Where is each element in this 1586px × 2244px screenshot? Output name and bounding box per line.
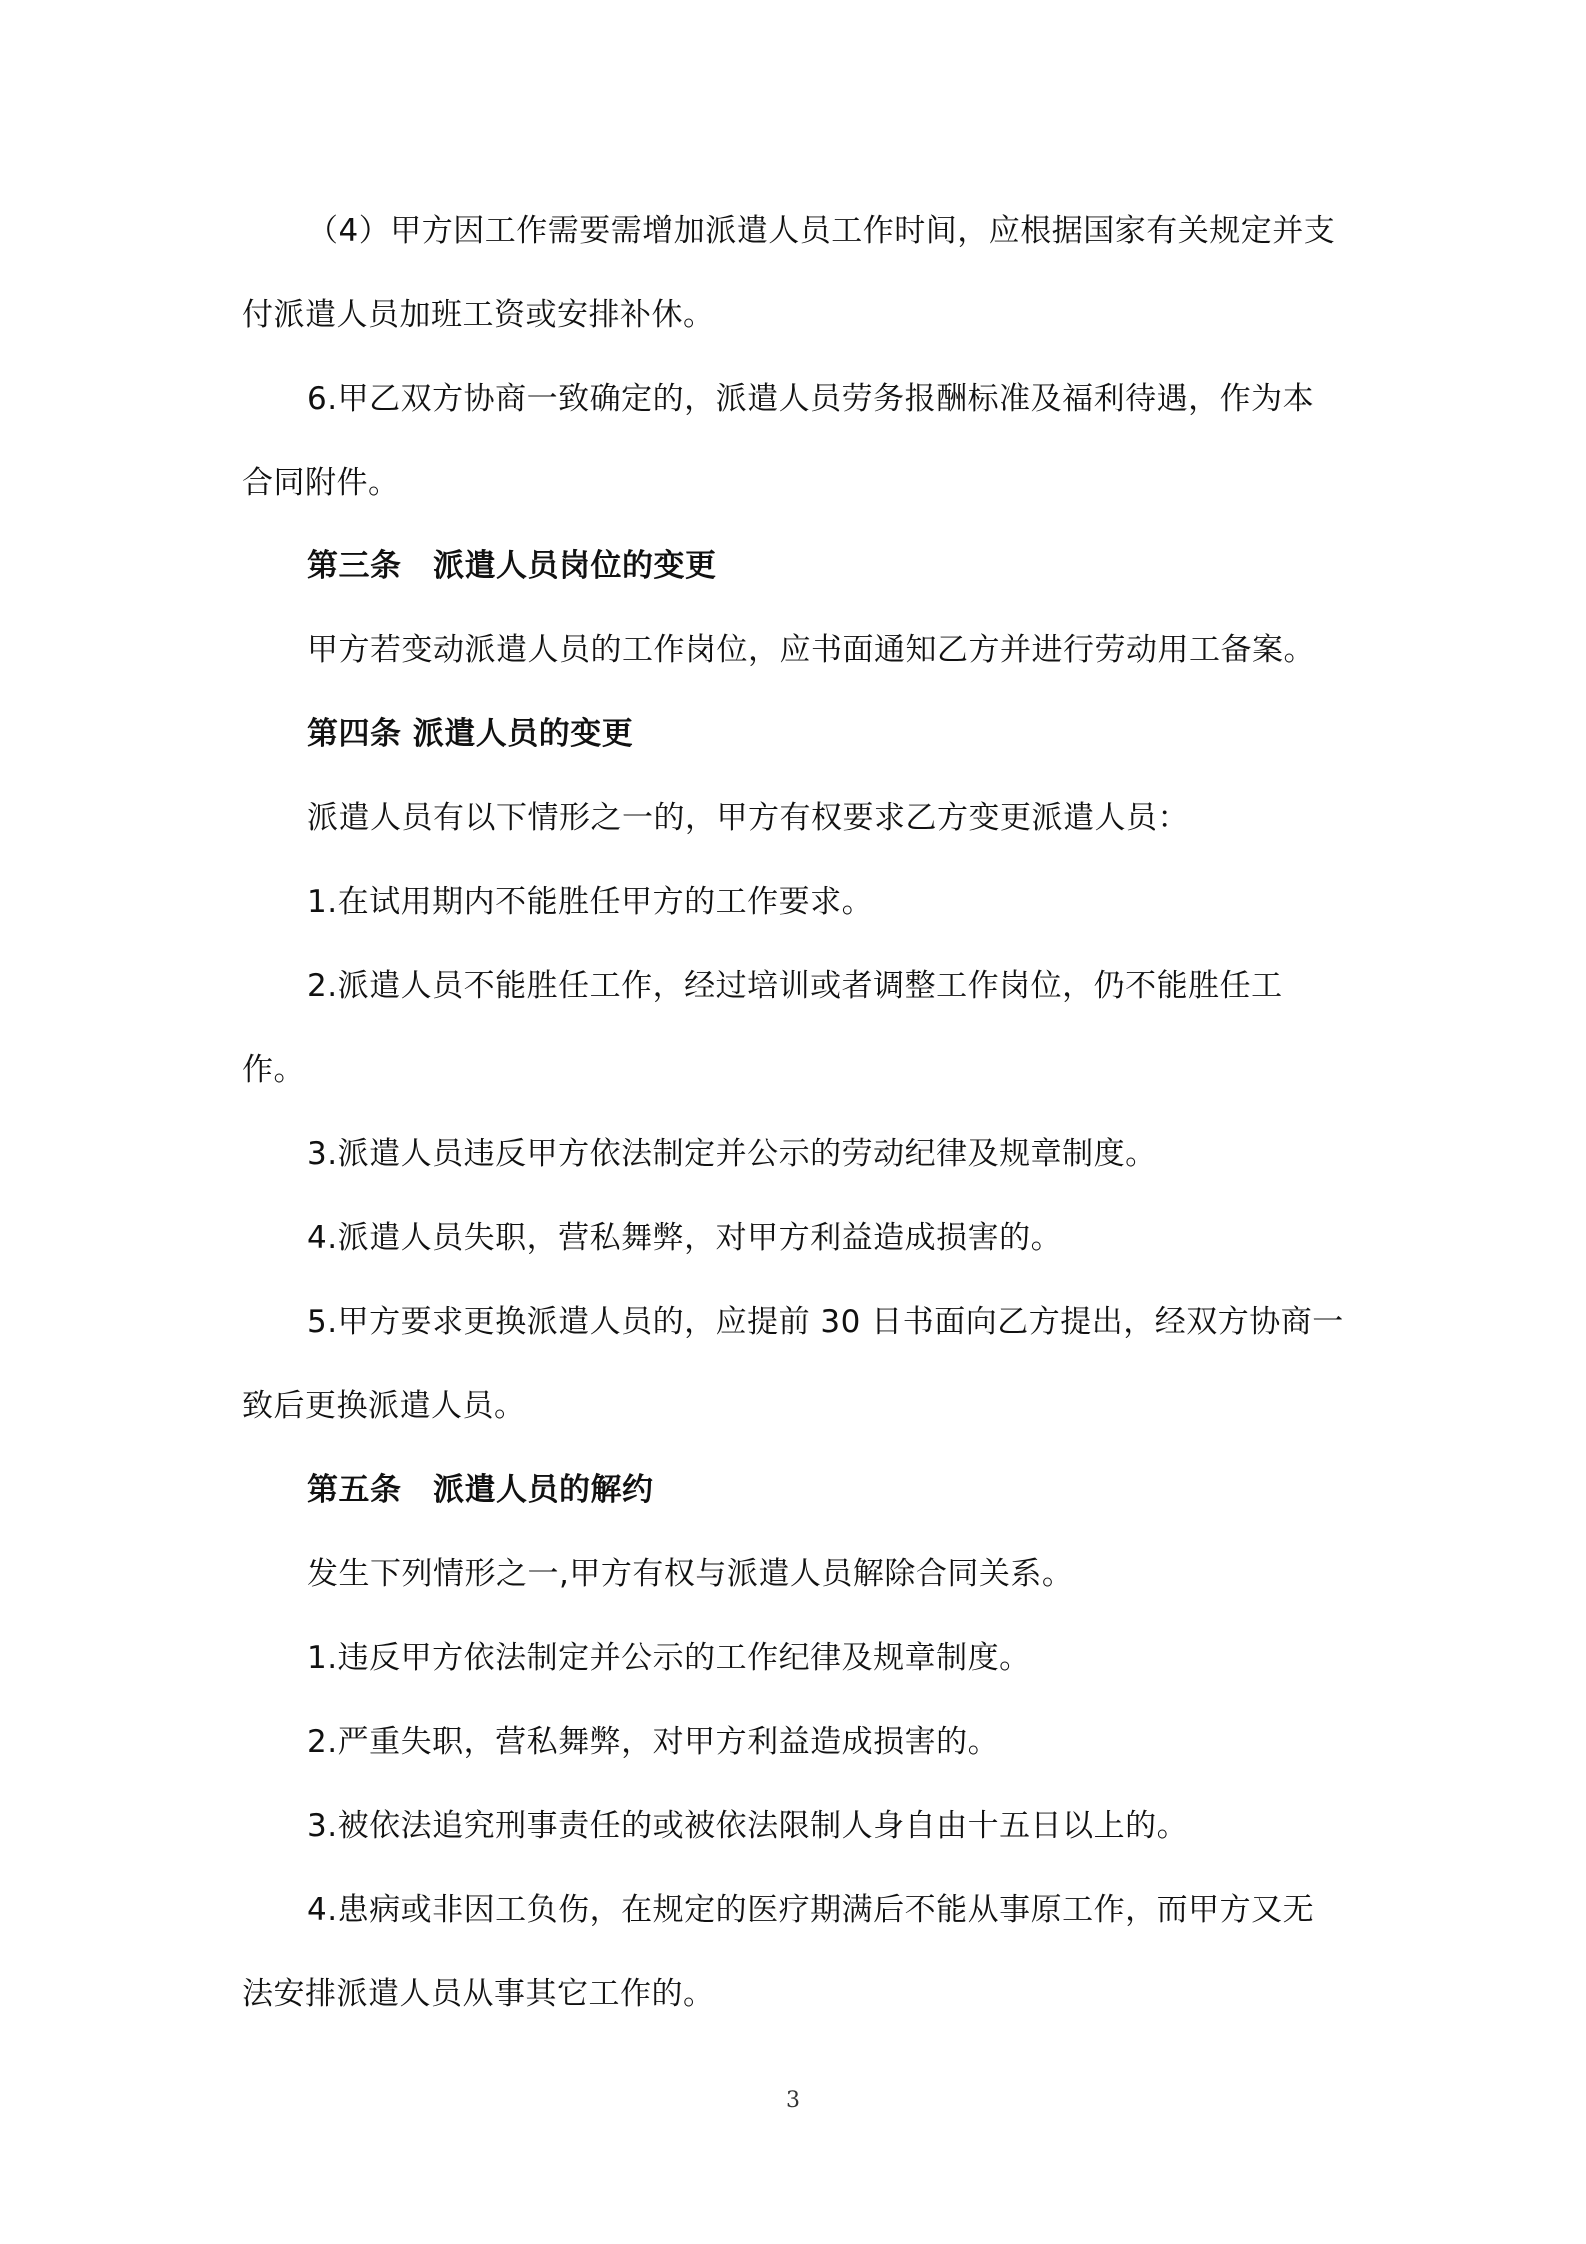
article-5-intro: 发生下列情形之一,甲方有权与派遣人员解除合同关系。 xyxy=(307,1556,1074,1592)
article-5-heading: 第五条 派遣人员的解约 xyxy=(307,1472,654,1508)
article-4-item-5-line-1: 5.甲方要求更换派遣人员的，应提前 30 日书面向乙方提出，经双方协商一 xyxy=(307,1304,1344,1340)
article-3-heading: 第三条 派遣人员岗位的变更 xyxy=(307,548,717,584)
article-3-body: 甲方若变动派遣人员的工作岗位，应书面通知乙方并进行劳动用工备案。 xyxy=(307,632,1315,668)
article-5-item-3: 3.被依法追究刑事责任的或被依法限制人身自由十五日以上的。 xyxy=(307,1808,1189,1844)
article-4-heading: 第四条 派遣人员的变更 xyxy=(307,716,634,752)
paragraph-overtime-line-2: 付派遣人员加班工资或安排补休。 xyxy=(242,297,715,333)
article-5-item-1: 1.违反甲方依法制定并公示的工作纪律及规章制度。 xyxy=(307,1640,1031,1676)
article-4-item-2-line-1: 2.派遣人员不能胜任工作，经过培训或者调整工作岗位，仍不能胜任工 xyxy=(307,968,1283,1004)
paragraph-remuneration-line-1: 6.甲乙双方协商一致确定的，派遣人员劳务报酬标准及福利待遇，作为本 xyxy=(307,381,1315,417)
article-4-item-4: 4.派遣人员失职，营私舞弊，对甲方利益造成损害的。 xyxy=(307,1220,1063,1256)
article-5-item-4-line-1: 4.患病或非因工负伤，在规定的医疗期满后不能从事原工作，而甲方又无 xyxy=(307,1892,1315,1928)
paragraph-overtime-line-1: （4）甲方因工作需要需增加派遣人员工作时间，应根据国家有关规定并支 xyxy=(307,213,1336,249)
article-4-item-3: 3.派遣人员违反甲方依法制定并公示的劳动纪律及规章制度。 xyxy=(307,1136,1157,1172)
article-4-intro: 派遣人员有以下情形之一的，甲方有权要求乙方变更派遣人员： xyxy=(307,800,1189,836)
page-number: 3 xyxy=(786,2088,800,2113)
article-4-item-1: 1.在试用期内不能胜任甲方的工作要求。 xyxy=(307,884,874,920)
article-5-item-4-line-2: 法安排派遣人员从事其它工作的。 xyxy=(242,1976,715,2012)
article-4-item-5-line-2: 致后更换派遣人员。 xyxy=(242,1388,526,1424)
article-5-item-2: 2.严重失职，营私舞弊，对甲方利益造成损害的。 xyxy=(307,1724,1000,1760)
paragraph-remuneration-line-2: 合同附件。 xyxy=(242,465,400,501)
article-4-item-2-line-2: 作。 xyxy=(242,1052,305,1088)
